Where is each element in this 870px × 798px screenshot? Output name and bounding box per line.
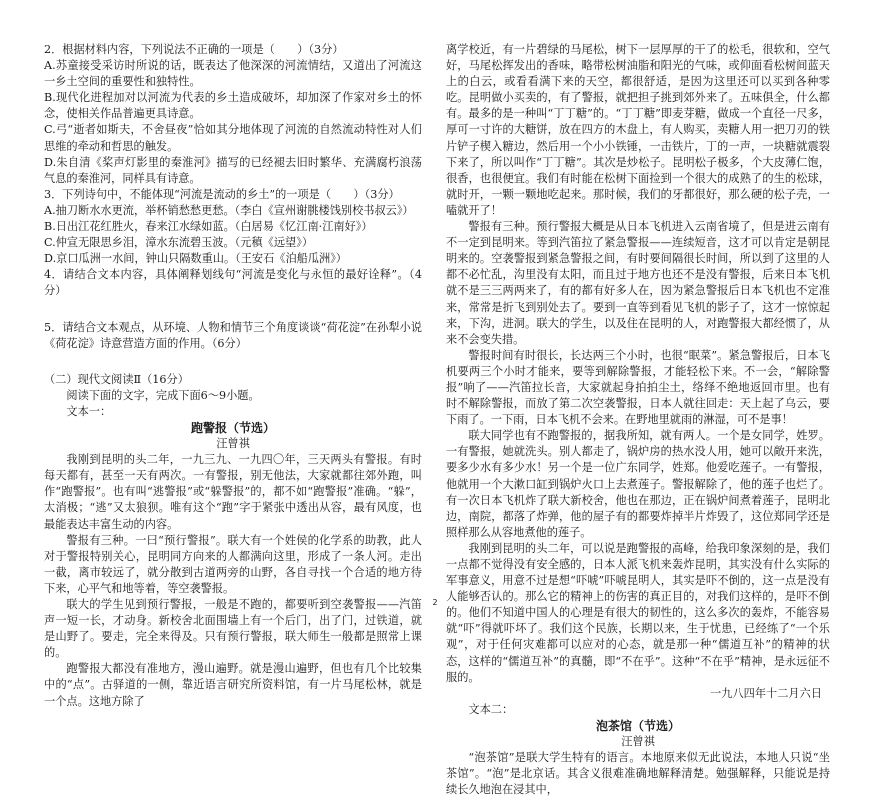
question-5: 5．请结合文本观点，从环境、人物和情节三个角度谈谈“荷花淀”在孙犁小说《荷花淀》诗意营造方面的作用。（6分） bbox=[44, 320, 422, 350]
left-column bbox=[44, 42, 422, 710]
right-column bbox=[446, 42, 830, 798]
paragraph: 我刚到昆明的头二年，可以说是跑警报的高峰，给我印象深刻的是，我们一点都不觉得没有安全感的，日本人派飞机来轰炸昆明，其实没有什么实际的军事意义，用意不过是想“吓唬”吓唬昆明人，其实是吓不倒的，这一点是没有人能够否认的。那么它的精神上的伤害的真正目的，对我们这样的，是吓不倒的。他们不知道中国人的心理是有很大的韧性的，这么多次的轰炸，不能容易就“吓”得就吓坏了。我们这个民族，长期以来，生于忧患，已经练了“一个乐观”，对于任何灾难都可以应对的心态，就是那一种“儒道互补”的精神的状态，这样的“儒道互补”的真髓，即“不在乎”。这种“不在乎”精神，是永远征不服的。 bbox=[446, 541, 830, 684]
paragraph: 联大的学生见到预行警报，一般是不跑的，都要听到空袭警报——汽笛声一短一长，才动身。新校舍北面围墙上有一个后门，出了门，过铁道，就是山野了。要走，完全来得及。只有预行警报，联大师生一般都是照常上课的。 bbox=[44, 598, 422, 660]
question-3-option-d: D.京口瓜洲一水间，钟山只隔数重山。（王安石《泊船瓜洲》） bbox=[44, 252, 347, 266]
question-3-option-c: C.仲宣无限思乡泪，漳水东流碧玉波。（元稹《远望》） bbox=[44, 236, 314, 250]
paragraph: 我刚到昆明的头二年，一九三九、一九四〇年，三天两头有警报。有时每天都有，甚至一天有两次。一有警报，别无他法，大家就都往郊外跑，叫作“跑警报”。也有叫“逃警报”或“躲警报”的，都不如“跑警报”准确。“躲”，太消极；“逃”又太狼狈。唯有这个“跑”字于紧张中透出从容，最有风度，也最能表达丰富生动的内容。 bbox=[44, 453, 422, 531]
paragraph: 警报有三种。一曰“预行警报”。联大有一个姓侯的化学系的助教，此人对于警报特别关心，昆明同方向来的人都满向这里，形成了一条人河。走出一截，离市较远了，就分散到古道两旁的山野，各自寻找一个合适的地方待下来，心平气和地等着，等空袭警报。 bbox=[44, 533, 422, 595]
answer-space bbox=[44, 352, 422, 372]
article-title: 跑警报（节选） bbox=[190, 420, 275, 435]
question-2-option-c: C.弓“逝者如斯夫，不舍昼夜”恰如其分地体现了河流的自然流动特性对人们思维的牵动和哲思的触发。 bbox=[44, 123, 422, 153]
paragraph: 警报有三种。预行警报大概是从日本飞机进入云南省境了，但是进云南有不一定到昆明来。等到汽笛拉了紧急警报——连续短音，这才可以肯定是朝昆明来的。空袭警报到紧急警报之间，有时要间隔很长时间，所以到了这里的人都不必忙乱，沟里没有太阳，而且过于地方也还不是没有警报，后来日本飞机就不是三三两两来了，有的都有好多人在，因为紧急警报后日本飞机也不定准来，常常是折飞到别处去了。要到一直等到看见飞机的影子了，这才一惊惊起来，下沟，进洞。联大的学生，以及住在昆明的人，对跑警报大都经惯了，从来不会变失措。 bbox=[446, 220, 830, 346]
question-3-option-a: A.抽刀断水水更流，举杯销愁愁更愁。（李白《宣州谢朓楼饯别校书叔云》） bbox=[44, 203, 414, 217]
question-4: 4．请结合文本内容，具体阐释划线句“河流是变化与永恒的最好诠释”。（4分） bbox=[44, 268, 422, 298]
answer-space bbox=[44, 300, 422, 320]
question-3: 3．下列诗句中，不能体现“河流是流动的乡土”的一项是（ ）（3分） bbox=[44, 187, 400, 201]
article-2-author: 汪曾祺 bbox=[621, 735, 655, 749]
paragraph: 离学校近，有一片碧绿的马尾松，树下一层厚厚的干了的松毛，很软和，空气好，马尾松挥发出的香味，略带松树油脂和阳光的气味，或仰面看松树间蓝天上的白云，或看看满下来的天空，都很舒适，是因为这里还可以买到各种零吃。昆明做小买卖的，有了警报，就把担子挑到郊外来了。五味俱全，什么都有。最多的是一种叫“丁丁糖”的。“丁丁糖”即麦芽糖，做成一个直径一尺多，厚可一寸许的大糖饼，放在四方的木盘上，有人购买，卖糖人用一把刀刃的铁片铲子楔入糖边，然后用一个小小铁锤，一击铁片，丁的一声，一块糖就震裂下来了，所以叫作“丁丁糖”。其次是炒松子。昆明松子极多，个大皮薄仁饱，很香，也很便宜。我们有时能在松树下面捡到一个很大的成熟了的生的松球，就时开，一颗一颗地吃起来。那时候，我们的牙都很好，那么硬的松子壳，一嗑就开了！ bbox=[446, 43, 830, 217]
article-author: 汪曾祺 bbox=[216, 437, 250, 451]
paragraph: 警报时间有时很长，长达两三个小时，也很“眠菜”。紧急警报后，日本飞机要两三个小时才能来，要等到解除警报，才能轻松下来。不一会，“解除警报”响了——汽笛拉长音，大家就起身拍拍尘土，络绎不绝地返回市里。也有时不解除警报，而放了第二次空袭警报，日本人就往回走：天上起了乌云，要下雨了。一下雨，日本飞机不会来。在野地里就雨的淋湿，可不是事！ bbox=[446, 348, 830, 427]
question-2-option-b: B.现代化进程加对以河流为代表的乡土造成破坏，却加深了作家对乡土的怀念，使相关作品普遍更具诗意。 bbox=[44, 91, 422, 121]
paragraph: 联大同学也有不跑警报的，据我所知，就有两人。一个是女同学，姓罗。一有警报，她就洗头。别人都走了，锅炉房的热水没人用，她可以敞开来洗，要多少水有多少水！另一个是一位广东同学，姓郑。他爱吃莲子。一有警报，他就用一个大漱口缸到锅炉火口上去煮莲子。警报解除了，他的莲子也烂了。有一次日本飞机炸了联大新校舍，他也在那边，正在锅炉间煮着莲子，昆明北边，南院，都落了炸弹，他的屋子有的都要炸掉半片炸毁了，这位郑同学还是照样那么从容地煮他的莲子。 bbox=[446, 429, 830, 539]
question-2-option-a: A.苏童接受采访时所说的话，既表达了他深深的河流情结，又道出了河流这一乡土空间的重要性和独特性。 bbox=[44, 59, 422, 89]
page-number: 2 bbox=[432, 598, 438, 607]
paragraph: 跑警报大都没有准地方，漫山遍野。就是漫山遍野，但也有几个比较集中的“点”。古驿道的一侧，靠近语言研究所资料馆，有一片马尾松林，就是一个点。这地方除了 bbox=[44, 662, 422, 708]
question-3-option-b: B.日出江花红胜火，春来江水绿如蓝。（白居易《忆江南·江南好》） bbox=[44, 220, 373, 234]
text-2-label: 文本二： bbox=[468, 702, 514, 716]
text-1-label: 文本一： bbox=[66, 404, 112, 418]
paragraph: “泡茶馆”是联大学生特有的语言。本地原来似无此说法，本地人只说“坐茶馆”。“泡”是北京话。其含义很难准确地解释清楚。勉强解释，只能说是持续长久地泡在浸其中， bbox=[446, 751, 830, 797]
article-date: 一九八四年十二月六日 bbox=[710, 686, 822, 700]
question-2-option-d: D.朱自清《桨声灯影里的秦淮河》描写的已经褪去旧时繁华、充满腐朽浪荡气息的秦淮河，同样具有诗意。 bbox=[44, 155, 422, 185]
article-2-title: 泡茶馆（节选） bbox=[595, 718, 680, 733]
section-heading: （二）现代文阅读Ⅱ（16分） bbox=[44, 372, 189, 386]
question-2: 2．根据材料内容，下列说法不正确的一项是（ ）（3分） bbox=[44, 43, 344, 56]
instruction: 阅读下面的文字，完成下面6～9小题。 bbox=[66, 388, 260, 402]
